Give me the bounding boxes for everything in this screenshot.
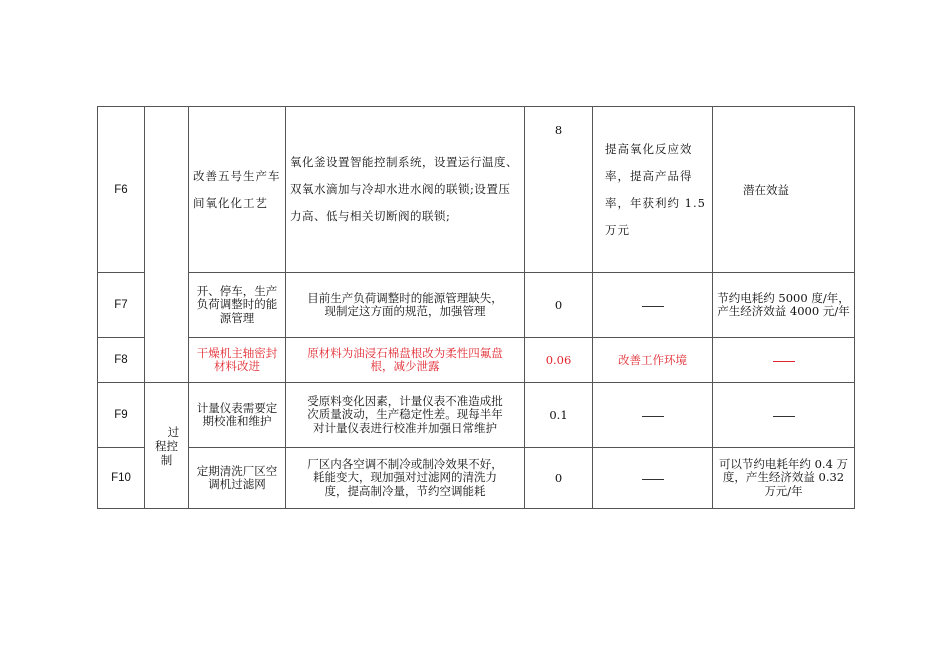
- benefit-cell: 可以节约电耗年约 0.4 万度，产生经济效益 0.32 万元/年: [713, 448, 855, 509]
- dash-mark: [773, 361, 795, 362]
- benefit-cell: 潜在效益: [713, 107, 855, 273]
- invest-cell: 0: [525, 448, 593, 509]
- item-cell: 计量仪表需要定期校准和维护: [189, 383, 286, 448]
- category-text: 程控: [155, 438, 178, 453]
- measure-cell: 氧化釜设置智能控制系统，设置运行温度、双氧水滴加与冷却水进水阀的联锁;设置压力高、低与相关切断阀的联锁;: [286, 107, 525, 273]
- effect-cell: 提高氧化反应效率，提高产品得率，年获利约 1.5 万元: [593, 107, 713, 273]
- row-id: F6: [98, 107, 145, 273]
- dash-mark: [642, 479, 664, 480]
- benefit-cell: [713, 338, 855, 383]
- table-row: [98, 338, 855, 383]
- measures-table: [97, 106, 855, 509]
- dash-mark: [642, 416, 664, 417]
- dash-mark: [773, 416, 795, 417]
- item-cell: 改善五号生产车间氧化化工艺: [189, 107, 286, 273]
- table-row: [98, 448, 855, 509]
- measure-cell: 目前生产负荷调整时的能源管理缺失，现制定这方面的规范，加强管理: [286, 273, 525, 338]
- table-row: [98, 107, 855, 273]
- category-cell-empty: [145, 107, 189, 383]
- category-cell: [145, 383, 189, 509]
- table-row: [98, 273, 855, 338]
- table-row: [98, 383, 855, 448]
- benefit-cell: 节约电耗约 5000 度/年，产生经济效益 4000 元/年: [713, 273, 855, 338]
- effect-cell: 改善工作环境: [593, 338, 713, 383]
- measure-cell: 受原料变化因素，计量仪表不准造成批次质量波动，生产稳定性差。现每半年对计量仪表进行校准并加强日常维护: [286, 383, 525, 448]
- effect-cell: [593, 273, 713, 338]
- invest-cell: 0: [525, 273, 593, 338]
- invest-cell: 8: [525, 107, 593, 273]
- invest-cell: 0.06: [525, 338, 593, 383]
- category-text: 制: [160, 452, 173, 467]
- effect-cell: [593, 448, 713, 509]
- item-cell: 定期清洗厂区空调机过滤网: [189, 448, 286, 509]
- row-id: F9: [98, 383, 145, 448]
- row-id: F10: [98, 448, 145, 509]
- row-id: F7: [98, 273, 145, 338]
- dash-mark: [642, 306, 664, 307]
- benefit-cell: [713, 383, 855, 448]
- measure-cell: 原材料为油浸石棉盘根改为柔性四氟盘根，减少泄露: [286, 338, 525, 383]
- item-cell: 干燥机主轴密封材料改进: [189, 338, 286, 383]
- effect-cell: [593, 383, 713, 448]
- measure-cell: 厂区内各空调不制冷或制冷效果不好，耗能变大，现加强对过滤网的清洗力度，提高制冷量，节约空调能耗: [286, 448, 525, 509]
- category-text: 过: [167, 424, 180, 439]
- invest-cell: 0.1: [525, 383, 593, 448]
- row-id: F8: [98, 338, 145, 383]
- item-cell: 开、停车，生产负荷调整时的能源管理: [189, 273, 286, 338]
